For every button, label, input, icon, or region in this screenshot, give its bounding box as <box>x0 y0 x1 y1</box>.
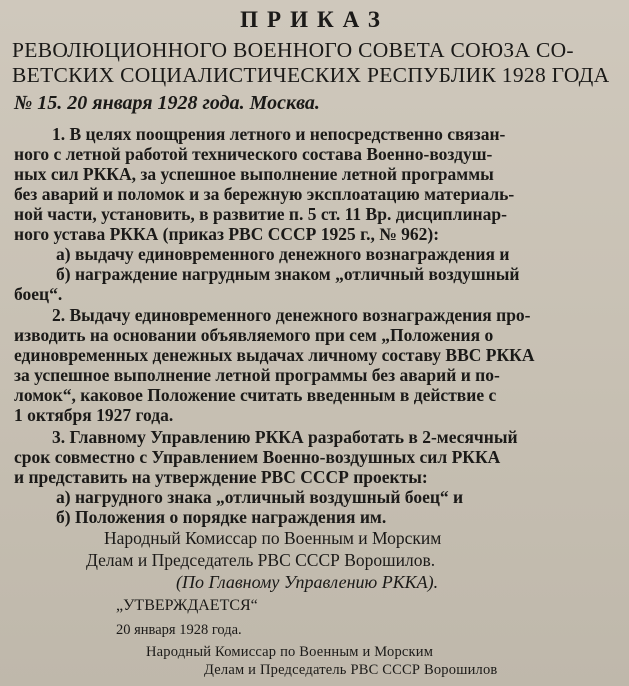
subtitle-line-2: ВЕТСКИХ СОЦИАЛИСТИЧЕСКИХ РЕСПУБЛИК 1928 ГОДА <box>12 63 610 87</box>
approval-signature-line-1: Народный Комиссар по Военным и Морским <box>146 644 434 660</box>
approval-heading: „УТВЕРЖДАЕТСЯ“ <box>116 597 258 614</box>
item2-line: 2. Выдачу единовременного денежного вознаграждения про- <box>52 305 531 325</box>
item3-subitem-a: а) нагрудного знака „отличный воздушный боец“ и <box>56 487 464 507</box>
item3-subitem-b: б) Положения о порядке награждения им. <box>56 507 387 527</box>
approval-date: 20 января 1928 года. <box>116 622 242 638</box>
item1-line: ного устава РККА (приказ РВС СССР 1925 г., № 962): <box>14 224 440 244</box>
item2-line: 1 октября 1927 года. <box>14 405 174 425</box>
item1-subitem-a: а) выдачу единовременного денежного вознаграждения и <box>56 244 510 264</box>
item1-subitem-b: б) награждение нагрудным знаком „отличный воздушный <box>56 264 520 284</box>
subtitle-line-1: РЕВОЛЮЦИОННОГО ВОЕННОГО СОВЕТА СОЮЗА СО- <box>12 38 574 62</box>
item3-line: 3. Главному Управлению РККА разработать в 2-месячный <box>52 427 518 447</box>
approval-signature-line-2: Делам и Председатель РВС СССР Ворошилов <box>204 662 498 678</box>
item1-line: 1. В целях поощрения летного и непосредственно связан- <box>52 124 506 144</box>
order-number-line: № 15. 20 января 1928 года. Москва. <box>14 92 320 114</box>
department-line: (По Главному Управлению РККА). <box>176 572 439 592</box>
item1-line: боец“. <box>14 284 63 304</box>
item3-line: и представить на утверждение РВС СССР проекты: <box>14 467 428 487</box>
item1-line: ной части, установить, в развитие п. 5 ст. 11 Вр. дисциплинар- <box>14 204 507 224</box>
item2-line: изводить на основании объявляемого при сем „Положения о <box>14 325 494 345</box>
signature-line-1: Народный Комиссар по Военным и Морским <box>104 528 442 548</box>
item1-line: ных сил РККА, за успешное выполнение летной программы <box>14 164 494 184</box>
item1-line: ного с летной работой технического состава Военно-воздуш- <box>14 144 493 164</box>
item3-line: срок совместно с Управлением Военно-воздушных сил РККА <box>14 447 501 467</box>
signature-line-2: Делам и Председатель РВС СССР Ворошилов. <box>86 550 436 570</box>
item1-line: без аварий и поломок и за бережную эксплоатацию материаль- <box>14 184 515 204</box>
item2-line: единовременных денежных выдачах личному составу ВВС РККА <box>14 345 535 365</box>
document-title: ПРИКАЗ <box>240 7 389 32</box>
item2-line: ломок“, каковое Положение считать введенным в действие с <box>14 385 497 405</box>
item2-line: за успешное выполнение летной программы без аварий и по- <box>14 365 500 385</box>
